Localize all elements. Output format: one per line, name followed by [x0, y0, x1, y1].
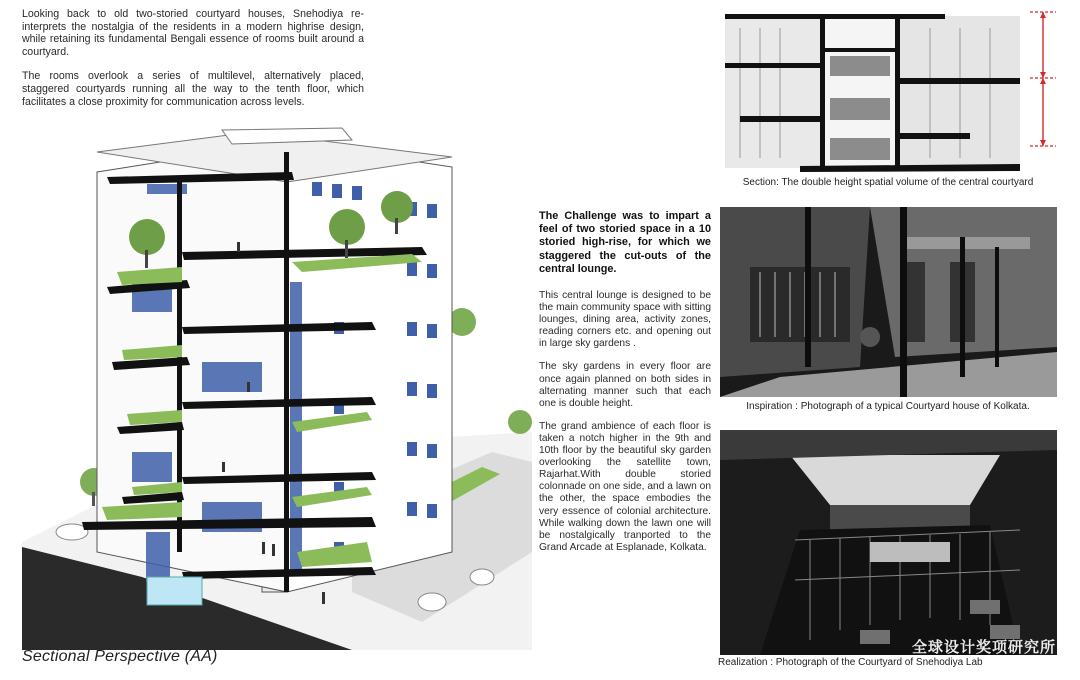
realization-caption: Realization : Photograph of the Courtyard of Snehodiya Lab — [718, 657, 983, 668]
sectional-perspective-illustration — [22, 122, 532, 650]
ambience-paragraph: The grand ambience of each floor is taken a notch higher in the 9th and 10th floor by the beautiful sky garden overlooking the satellite town, Rajarhat.With double storied colonnade on one side, and a lawn on the other, the space embodies the very essence of colonial architecture. While walking down the lawn one will be nostalgically tranported to the Grand Arcade at Esplanade, Kolkata. — [539, 420, 711, 553]
section-caption: Section: The double height spatial volume of the central courtyard — [742, 177, 1034, 188]
perspective-caption: Sectional Perspective (AA) — [22, 648, 218, 665]
intro-text — [22, 8, 364, 120]
challenge-statement: The Challenge was to impart a feel of two storied space in a 10 storied high-rise, for which we staggered the cut-outs of the central lounge. — [539, 210, 711, 275]
watermark: 全球设计奖项研究所 — [912, 639, 1057, 656]
section-drawing — [720, 8, 1056, 174]
inspiration-photo — [720, 207, 1057, 397]
narrative-column — [539, 210, 711, 565]
inspiration-caption: Inspiration : Photograph of a typical Courtyard house of Kolkata. — [746, 401, 1030, 412]
realization-photo — [720, 430, 1057, 655]
sky-garden-paragraph: The sky gardens in every floor are once again planned on both sides in alternating manner such that each one is double height. — [539, 361, 711, 409]
intro-paragraph-1: Looking back to old two-storied courtyard houses, Snehodiya re-interprets the nostalgia of the residents in a modern highrise design, while retaining its fundamental Bengali essence of rooms built around a courtyard. — [22, 8, 364, 58]
lounge-paragraph: This central lounge is designed to be the main community space with sitting lounges, dining area, activity zones, reading corners etc. and opening out in large sky gardens . — [539, 290, 711, 350]
intro-paragraph-2: The rooms overlook a series of multilevel, alternatively placed, staggered courtyards running all the way to the tenth floor, which facilitates a close proximity for communication across levels. — [22, 70, 364, 108]
